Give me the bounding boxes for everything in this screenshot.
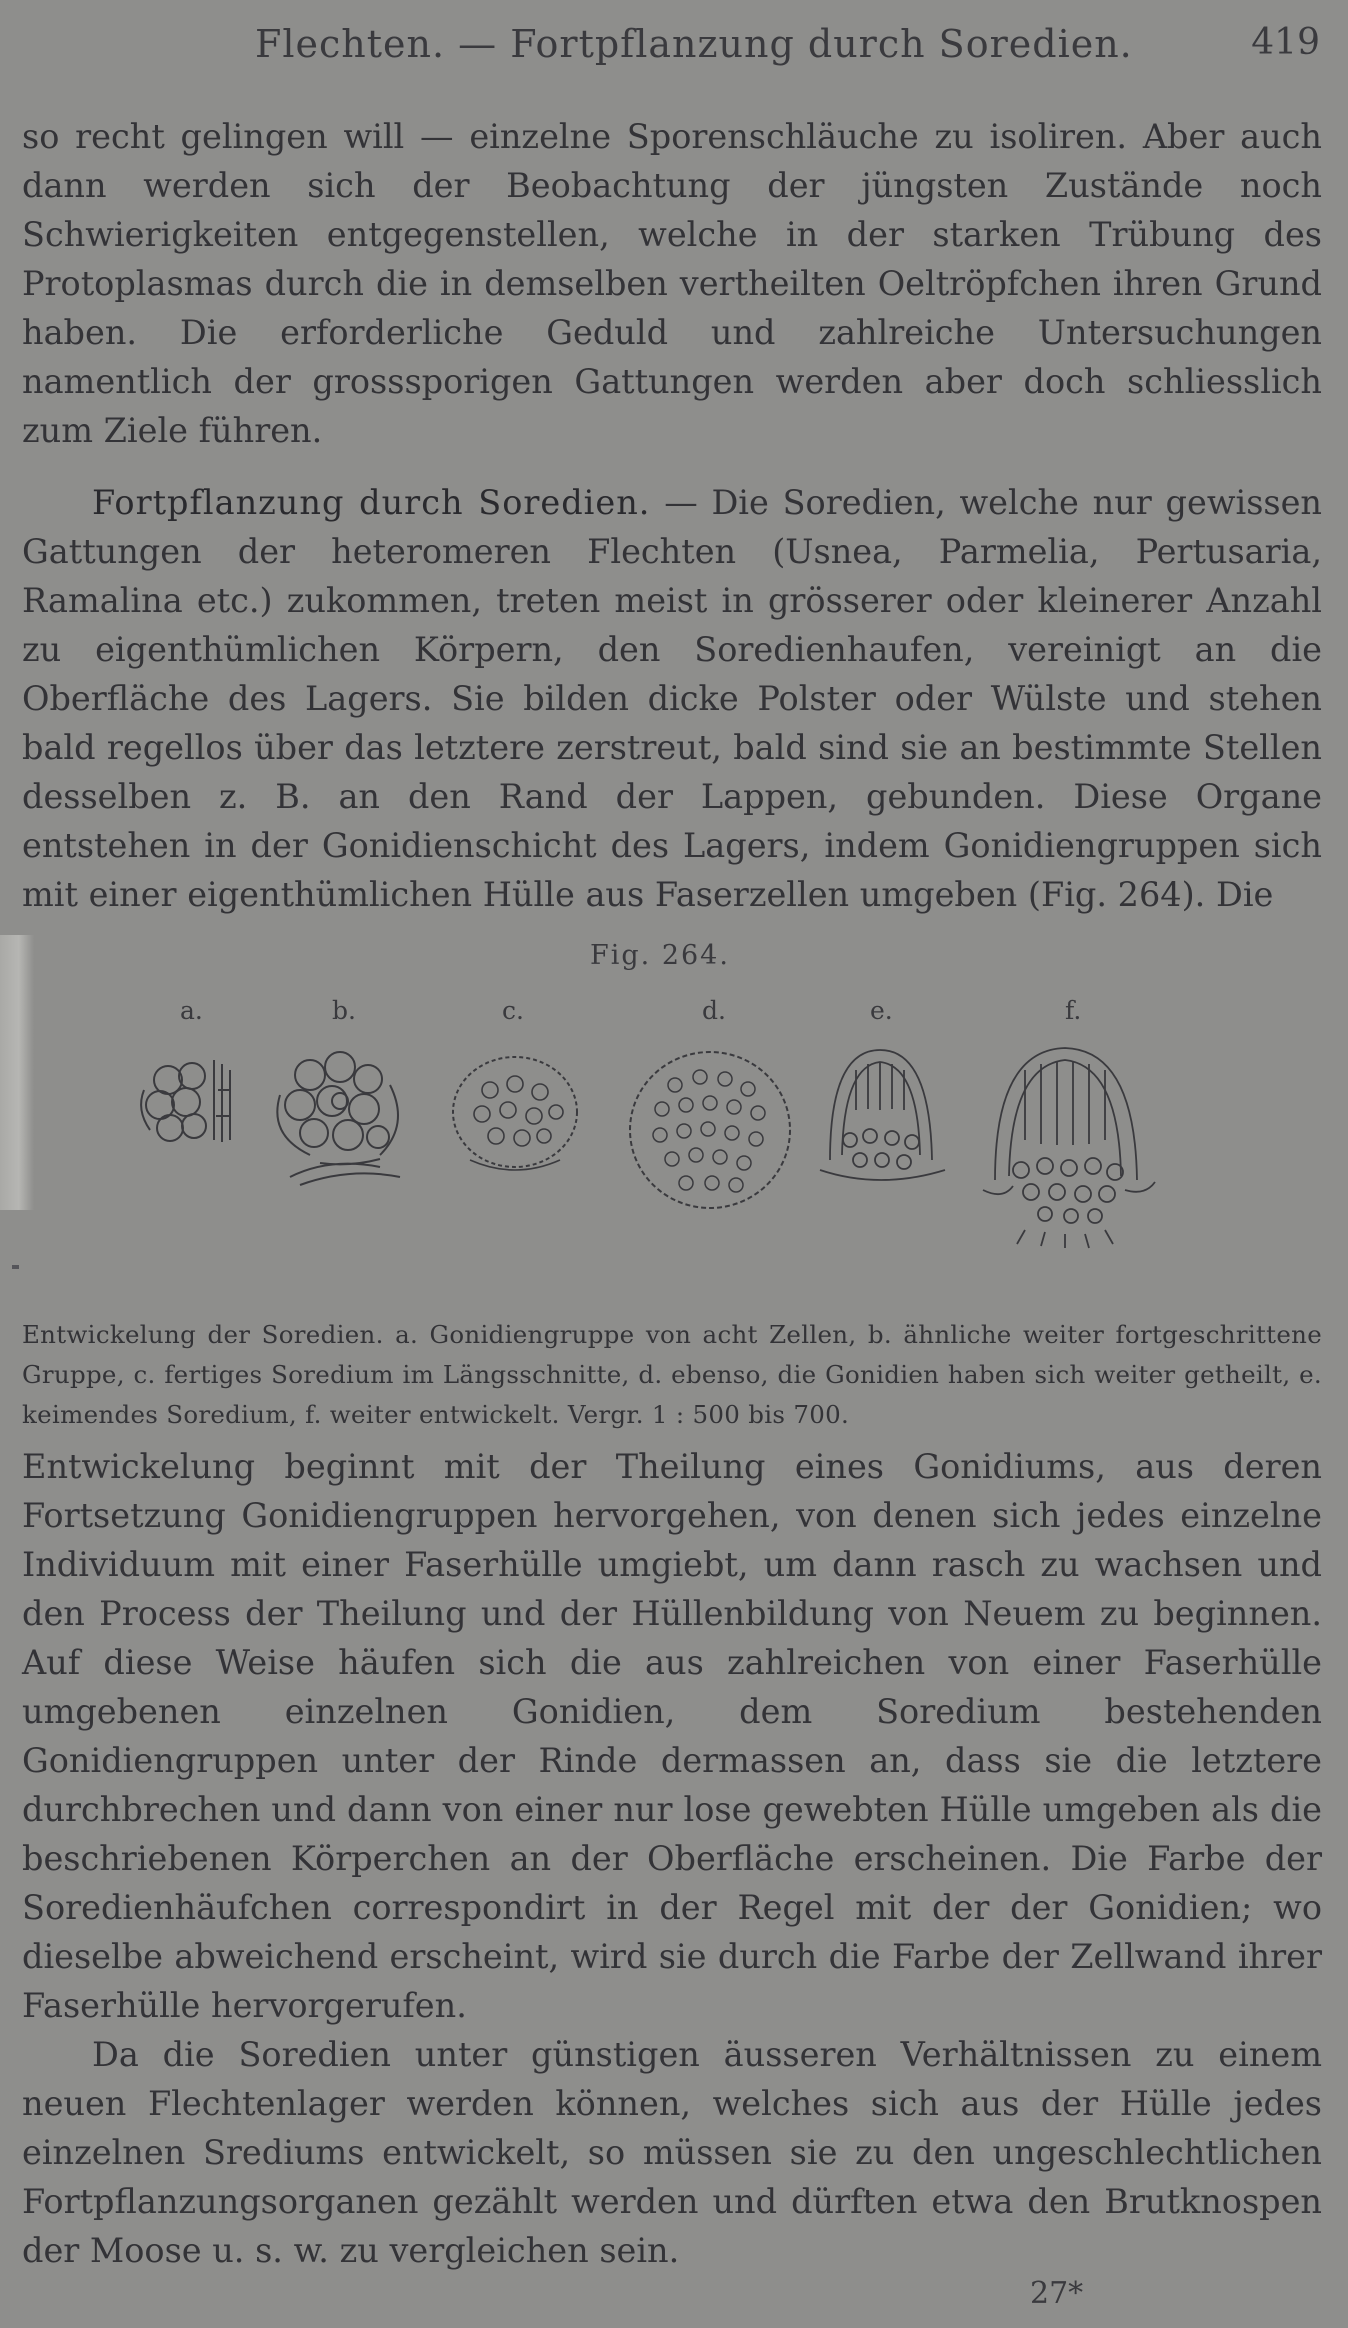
running-header <box>0 14 1348 74</box>
soredium-drawing-c <box>440 1050 590 1185</box>
running-title: Flechten. — Fortpflanzung durch Soredien. <box>255 22 1133 66</box>
soredium-drawing-a <box>130 1050 250 1160</box>
paragraph-1: so recht gelingen will — einzelne Sporenschläuche zu isoliren. Aber auch dann werden sich der Beobachtung der jüngsten Zustände noch Schwierigkeiten entgegenstellen, welche in der starken Trübung des Protoplasmas durch die in demselben vertheilten Oeltröpfchen ihren Grund haben. Die erforderliche Geduld und zahlreiche Untersuchungen namentlich der grosssporigen Gattungen werden aber doch schliesslich zum Ziele führen. <box>22 116 1322 450</box>
figure-label: Fig. 264. <box>590 940 730 971</box>
figure-letter-d: d. <box>702 996 726 1025</box>
paragraph-3: Entwickelung beginnt mit der Theilung eines Gonidiums, aus deren Fortsetzung Gonidiengruppen hervorgehen, von denen sich jedes einzelne Individuum mit einer Faserhülle umgiebt, um dann rasch zu wachsen und den Process der Theilung und der Hüllenbildung von Neuem zu beginnen. Auf diese Weise häufen sich die aus zahlreichen von einer Faserhülle umgebenen einzelnen Gonidien, dem Soredium bestehenden Gonidiengruppen unter der Rinde dermassen an, dass sie die letztere durchbrechen und dann von einer nur lose gewebten Hülle umgeben als die beschriebenen Körperchen an der Oberfläche erscheinen. Die Farbe der Soredienhäufchen correspondirt in der Regel mit der der Gonidien; wo dieselbe abweichend erscheint, wird sie durch die Farbe der Zellwand ihrer Faserhülle hervorgerufen. <box>22 1447 1322 2025</box>
figure-letter-f: f. <box>1065 996 1082 1025</box>
soredium-drawing-f <box>965 1040 1165 1250</box>
figure-letter-a: a. <box>180 996 203 1025</box>
figure-letter-b: b. <box>332 996 356 1025</box>
binding-edge <box>0 935 34 1210</box>
page-number: 419 <box>1251 22 1320 63</box>
margin-mark <box>12 1265 19 1269</box>
section-heading: Fortpflanzung durch Soredien. <box>92 483 651 522</box>
figure-caption: Entwickelung der Soredien. a. Gonidiengruppe von acht Zellen, b. ähnliche weiter fortgeschrittene Gruppe, c. fertiges Soredium im Längsschnitte, d. ebenso, die Gonidien haben sich weiter getheilt, e. keimendes Soredium, f. weiter entwickelt. Vergr. 1 : 500 bis 700. <box>22 1319 1322 1429</box>
figure-264 <box>110 940 1270 1270</box>
soredium-drawing-e <box>810 1040 950 1190</box>
soredium-drawing-d <box>620 1045 800 1225</box>
paragraph-4: Da die Soredien unter günstigen äusseren Verhältnissen zu einem neuen Flechtenlager werden können, welches sich aus der Hülle jedes einzelnen Srediums entwickelt, so müssen sie zu den ungeschlechtlichen Fortpflanzungsorganen gezählt werden und dürften etwa den Brutknospen der Moose u. s. w. zu vergleichen sein. <box>22 2035 1322 2270</box>
signature-mark: 27* <box>1030 2276 1084 2311</box>
paragraph-2-body: — Die Soredien, welche nur gewissen Gattungen der heteromeren Flechten (Usnea, Parmelia, Pertusaria, Ramalina etc.) zukommen, treten meist in grösserer oder kleinerer Anzahl zu eigenthümlichen Körpern, den Soredienhaufen, vereinigt an die Oberfläche des Lagers. Sie bilden dicke Polster oder Wülste und stehen bald regellos über das letztere zerstreut, bald sind sie an bestimmte Stellen desselben z. B. an den Rand der Lappen, gebunden. Diese Organe entstehen in der Gonidienschicht des Lagers, indem Gonidiengruppen sich mit einer eigenthümlichen Hülle aus Faserzellen umgeben (Fig. 264). Die <box>22 483 1322 914</box>
figure-letter-e: e. <box>870 996 893 1025</box>
figure-letter-c: c. <box>502 996 524 1025</box>
soredium-drawing-b <box>260 1045 420 1195</box>
paragraph-2 <box>22 478 1322 919</box>
